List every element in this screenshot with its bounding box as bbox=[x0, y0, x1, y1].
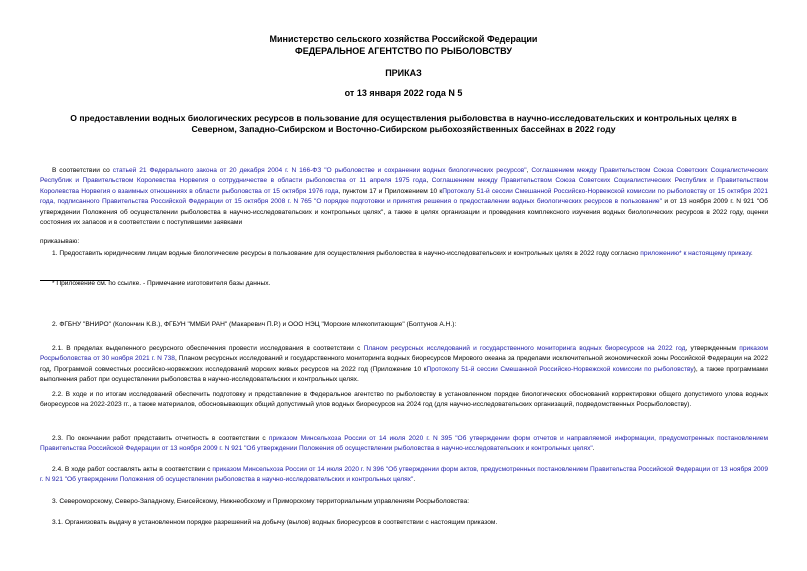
item-2-4-paragraph bbox=[40, 465, 768, 486]
item-2-1-text-3: , Планом ресурсных исследований и государственного мониторинга водных биоресурсов Мирового океана за пределами исключительной экономической зоны Российской Федерации на 2022 год, Программой совместных российско-норвежских исследований морских живых ресурсов на 2022 год (Приложение 10 к bbox=[40, 355, 768, 373]
item-2-4-text: 2.4. В ходе работ составлять акты в соответствии с bbox=[52, 466, 213, 473]
item-2-1-text-1: 2.1. В пределах выделенного ресурсного обеспечения провести исследования в соответствии с bbox=[52, 345, 364, 352]
appendix-link[interactable]: приложению* к настоящему приказу bbox=[640, 250, 751, 257]
item-3-1-paragraph: 3.1. Организовать выдачу в установленном порядке разрешений на добычу (вылов) водных биоресурсов в соответствии с настоящим приказом. bbox=[52, 519, 498, 526]
preamble-text-1: В соответствии со bbox=[52, 167, 113, 174]
preamble-text-4: , пунктом 17 и Приложением 10 к bbox=[338, 187, 443, 195]
item-2-1-text-2: , утвержденным bbox=[685, 345, 740, 352]
document-title-line-1: О предоставлении водных биологических ресурсов в пользование для осуществления рыболовства в научно-исследовательских и контрольных целях в bbox=[70, 113, 737, 123]
agreement-1976-link[interactable]: Соглашением между Правительством Союза Советских Социалистических Республик и Правительством Королевства Норвегия о взаимных отношениях в области рыболовства от 15 октября 1976 года bbox=[40, 177, 768, 195]
footnote-text: * Приложение см. по ссылке. - Примечание изготовителя базы данных. bbox=[52, 280, 271, 287]
document-date-number: от 13 января 2022 года N 5 bbox=[344, 88, 463, 98]
item-2-3-text: 2.3. По окончании работ представить отчетность в соответствии с bbox=[52, 435, 269, 442]
research-plan-link[interactable]: Планом ресурсных исследований и государственного мониторинга водных биоресурсов на 2022 год bbox=[363, 345, 686, 352]
item-1-paragraph bbox=[40, 249, 768, 259]
document-type: ПРИКАЗ bbox=[385, 68, 422, 78]
item-2-4-text-end: . bbox=[413, 476, 416, 484]
item-1-text: 1. Предоставить юридическим лицам водные биологические ресурсы в пользование для осуществления рыболовства в научно-исследовательских и контрольных целях в 2022 году согласно bbox=[52, 250, 641, 257]
order-738-link[interactable]: приказом Росрыболовства от 30 ноября 2021 г. N 738 bbox=[40, 345, 768, 363]
preamble-text-2: , bbox=[526, 167, 532, 174]
agency-name: ФЕДЕРАЛЬНОЕ АГЕНТСТВО ПО РЫБОЛОВСТВУ bbox=[295, 46, 512, 56]
order-396-link[interactable]: приказом Минсельхоза России от 14 июля 2020 г. N 396 "Об утверждении форм актов, предусмотренных постановлением Правительства Российской Федерации от 13 ноября 2009 г. N 921 "Об утверждении Положения об осуществлении рыболовства в научно-исследовательских и контрольных целях" bbox=[40, 466, 768, 484]
item-2-3-paragraph bbox=[40, 434, 768, 455]
item-2-2-paragraph: 2.2. В ходе и по итогам исследований обеспечить подготовку и представление в Федеральное агентство по рыболовству в установленном порядке биологических обоснований корректировки общего допустимого улова водных биоресурсов на 2022-2023 гг., а также материалов, обосновывающих общий допустимый улов водных биоресурсов на 2024 год (для научно-исследовательских организаций, подведомственных Росрыболовству). bbox=[40, 391, 768, 409]
document-title-line-2: Северном, Западно-Сибирском и Восточно-Сибирском рыбохозяйственных бассейнах в 2022 году bbox=[191, 124, 616, 134]
order-395-link[interactable]: приказом Минсельхоза России от 14 июля 2020 г. N 395 "Об утверждении форм отчетов и направляемой информации, предусмотренных постановлением Правительства Российской Федерации от 13 ноября 2009 г. N 921 "Об утверждении Положения об осуществлении рыболовства в научно-исследовательских и контрольных целях" bbox=[40, 435, 768, 453]
item-2-1-paragraph bbox=[40, 344, 768, 386]
agreement-1975-link[interactable]: Соглашением между Правительством Союза Советских Социалистических Республик и Правительством Королевства Норвегия о сотрудничестве в области рыболовства от 11 апреля 1975 года bbox=[40, 167, 768, 185]
item-2-3-text-end: . bbox=[592, 445, 595, 453]
prikazyvayu-label: приказываю: bbox=[40, 238, 80, 245]
item-2-paragraph: 2. ФГБНУ "ВНИРО" (Колончин К.В.), ФГБУН "ММБИ РАН" (Макаревич П.Р.) и ООО НЭЦ "Морские млекопитающие" (Болтунов А.Н.): bbox=[52, 321, 457, 328]
protocol-51-link-2[interactable]: Протоколу 51-й сессии Смешанной Российско-Норвежской комиссии по рыболовству bbox=[426, 365, 694, 373]
item-1-text-end: . bbox=[750, 250, 753, 257]
protocol-51-link[interactable]: Протоколу 51-й сессии Смешанной Российско-Норвежской комиссии по рыболовству от 15 октября 2021 года, подписанного Правительства Российской Федерации от 15 октября 2008 г. N 765 "О порядке подготовки и принятия решения о предоставлении водных биологических ресурсов в пользование" bbox=[40, 187, 768, 206]
preamble-paragraph bbox=[40, 166, 768, 228]
ministry-name: Министерство сельского хозяйства Российской Федерации bbox=[269, 34, 538, 44]
preamble-text-5: и от 13 ноября 2009 г. N 921 "Об утверждении Положения об осуществлении рыболовства в научно-исследовательских и контрольных целях", а также в целях организации и проведения комплексного изучения водных биологических ресурсов в 2022 году, оценки состояния их запасов и в соответствии с поступившими заявками bbox=[40, 198, 768, 227]
law-166-link[interactable]: статьей 21 Федерального закона от 20 декабря 2004 г. N 166-ФЗ "О рыболовстве и сохранении водных биологических ресурсов" bbox=[112, 167, 527, 174]
item-2-1-text-4: ), а также программами выполнения работ при осуществлении рыболовства в научно-исследовательских и контрольных целях. bbox=[40, 365, 768, 384]
item-3-paragraph: 3. Североморскому, Северо-Западному, Енисейскому, Нижнеобскому и Приморскому территориальным управлениям Росрыболовства: bbox=[52, 498, 470, 505]
preamble-text-3: , bbox=[426, 177, 432, 185]
